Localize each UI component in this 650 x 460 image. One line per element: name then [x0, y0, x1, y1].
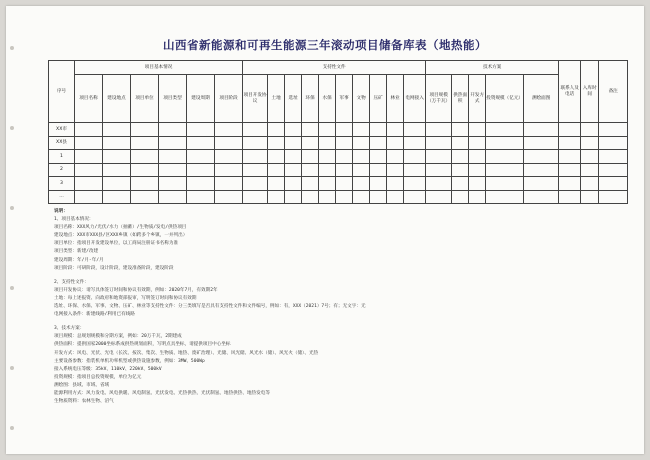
table-cell [243, 123, 268, 137]
table-cell [302, 136, 319, 150]
table-cell [524, 190, 559, 204]
header-group-support: 支持性文件 [243, 61, 426, 75]
table-cell [469, 177, 486, 191]
row-label: 2 [49, 163, 75, 177]
table-cell [581, 150, 599, 164]
note-line: 3、技术方案： [54, 326, 85, 332]
header-row-columns [49, 75, 628, 123]
table-cell [103, 163, 131, 177]
table-cell [336, 123, 353, 137]
table-cell [215, 177, 243, 191]
table-cell [131, 123, 159, 137]
header-group-tech: 技术方案 [426, 61, 559, 75]
note-line: 建设周期：年/月-年/月 [54, 257, 104, 263]
table-cell [268, 150, 285, 164]
header-support-col: 项目开发协议 [243, 75, 268, 123]
table-cell [336, 177, 353, 191]
table-cell [285, 163, 302, 177]
table-cell [581, 177, 599, 191]
header-support-col: 文物 [353, 75, 370, 123]
binding-holes [8, 6, 16, 454]
header-support-col: 环保 [302, 75, 319, 123]
table-row [49, 150, 628, 164]
row-label: XX县 [49, 136, 75, 150]
table-cell [524, 150, 559, 164]
table-row [49, 190, 628, 204]
table-cell [426, 177, 452, 191]
header-tech-col: 供热面积 [452, 75, 469, 123]
table-cell [599, 163, 628, 177]
table-cell [215, 136, 243, 150]
table-cell [159, 136, 187, 150]
table-cell [285, 123, 302, 137]
table-cell [559, 136, 581, 150]
table-cell [336, 190, 353, 204]
table-cell [215, 190, 243, 204]
table-cell [353, 150, 370, 164]
table-cell [319, 190, 336, 204]
table-cell [426, 123, 452, 137]
table-cell [426, 190, 452, 204]
table-cell [370, 150, 387, 164]
table-cell [581, 163, 599, 177]
row-label: … [49, 190, 75, 204]
header-basic-col: 项目类型 [159, 75, 187, 123]
table-cell [469, 163, 486, 177]
table-cell [559, 190, 581, 204]
table-cell [302, 163, 319, 177]
table-cell [285, 190, 302, 204]
table-cell [285, 150, 302, 164]
table-cell [387, 123, 404, 137]
table-cell [426, 136, 452, 150]
row-label: 3 [49, 177, 75, 191]
table-cell [103, 136, 131, 150]
table-cell [486, 123, 524, 137]
table-cell [302, 150, 319, 164]
table-row [49, 123, 628, 137]
table-cell [103, 123, 131, 137]
table-cell [243, 150, 268, 164]
table-cell [404, 123, 426, 137]
table-cell [243, 190, 268, 204]
table-cell [599, 136, 628, 150]
table-cell [187, 150, 215, 164]
table-cell [353, 123, 370, 137]
row-label: XX市 [49, 123, 75, 137]
table-cell [159, 150, 187, 164]
table-cell [336, 136, 353, 150]
table-cell [75, 177, 103, 191]
table-cell [559, 177, 581, 191]
table-cell [370, 190, 387, 204]
header-support-col: 电网接入 [404, 75, 426, 123]
table-cell [404, 190, 426, 204]
table-cell [319, 163, 336, 177]
table-cell [75, 190, 103, 204]
document-title: 山西省新能源和可再生能源三年滚动项目储备库表（地热能） [163, 38, 487, 52]
table-cell [302, 190, 319, 204]
table-cell [187, 163, 215, 177]
note-line: 投资规模：指项目总投资规模，单位为亿元 [54, 374, 142, 380]
table-cell [452, 136, 469, 150]
row-label: 1 [49, 150, 75, 164]
note-line: 接入系统电压等级：35kV、110kV、220kV、500kV [54, 366, 162, 372]
table-cell [243, 136, 268, 150]
note-line: 项目类型：新建/改建 [54, 249, 99, 255]
table-cell [559, 123, 581, 137]
table-cell [268, 177, 285, 191]
note-line: 土地：每上述报资、向政府和地资部报审，写明签订时间和协议有效期 [54, 295, 197, 301]
header-support-col: 土地 [268, 75, 285, 123]
table-cell [486, 163, 524, 177]
header-tech-col: 项目规模（万千瓦） [426, 75, 452, 123]
table-cell [486, 190, 524, 204]
table-cell [131, 136, 159, 150]
header-basic-col: 项目名称 [75, 75, 103, 123]
header-serial: 序号 [49, 61, 75, 123]
table-cell [599, 177, 628, 191]
table-cell [452, 190, 469, 204]
table-cell [370, 163, 387, 177]
table-cell [404, 150, 426, 164]
table-cell [268, 163, 285, 177]
table-cell [319, 123, 336, 137]
table-cell [559, 150, 581, 164]
header-support-col: 林业 [387, 75, 404, 123]
note-line: 开发方式：风电、光伏、光电（长次、按次、集次、生物质、地热、废矿治理）、光储、风光储、风光水（储）、风光火（储）、光热 [54, 350, 319, 356]
table-cell [452, 177, 469, 191]
table-cell [486, 177, 524, 191]
table-cell [452, 163, 469, 177]
table-cell [353, 177, 370, 191]
table-cell [426, 150, 452, 164]
table-cell [243, 163, 268, 177]
header-remark: 备注 [599, 61, 628, 123]
table-cell [524, 123, 559, 137]
table-cell [599, 123, 628, 137]
note-line: 项目阶段：可研阶段，设计阶段，建设准备阶段，建设阶段 [54, 265, 174, 271]
table-cell [469, 190, 486, 204]
table-cell [159, 190, 187, 204]
table-cell [75, 123, 103, 137]
note-line: 项目开发协议：请写具体签订时间和协议有效期，例如：2020年7月，有效期2年 [54, 287, 218, 293]
table-cell [131, 190, 159, 204]
header-support-col: 水保 [319, 75, 336, 123]
table-cell [187, 190, 215, 204]
header-tech-col: 测绘面图 [524, 75, 559, 123]
table-cell [187, 136, 215, 150]
table-cell [215, 150, 243, 164]
header-basic-col: 项目阶段 [215, 75, 243, 123]
table-cell [387, 177, 404, 191]
header-support-col: 军事 [336, 75, 353, 123]
note-line: 供热面积：提供国家2000坐标系成供热规划面积，写明点具坐标，请提供项目中心坐标 [54, 342, 231, 348]
header-support-col: 压矿 [370, 75, 387, 123]
table-cell [131, 150, 159, 164]
header-time: 入库时间 [581, 61, 599, 123]
table-cell [353, 163, 370, 177]
note-line: 选址、环保、水保、军事、文物、压矿、林业等支持性文件：分三类填写是否具有支持性文件和文件编号，例如：有，XXX（2021）7号；有；无文字：无 [54, 304, 366, 310]
table-cell [187, 123, 215, 137]
table-cell [524, 136, 559, 150]
table-cell [387, 136, 404, 150]
table-cell [581, 190, 599, 204]
table-cell [581, 123, 599, 137]
table-cell [452, 150, 469, 164]
table-cell [599, 190, 628, 204]
table-cell [75, 136, 103, 150]
table-cell [404, 163, 426, 177]
table-cell [469, 136, 486, 150]
note-line: 测绘图：县域、市域、省域 [54, 382, 110, 388]
table-cell [302, 177, 319, 191]
note-line: 主要设备参数：指装机单机功率机型或供热设施参数，例如：3MW、500Wp [54, 358, 205, 364]
table-cell [159, 177, 187, 191]
table-cell [268, 190, 285, 204]
table-cell [187, 177, 215, 191]
note-line: 能源利用方式：风力发电、风电供暖、风电制氢、光伏发电、光热供热、光伏制氢、地热供热、地热发电等 [54, 390, 270, 396]
table-row [49, 136, 628, 150]
table-cell [319, 136, 336, 150]
note-line: 项目规模：总规划规模和分期方案，例如：20万千瓦，2期建成 [54, 334, 182, 340]
table-cell [268, 123, 285, 137]
table-cell [319, 177, 336, 191]
table-cell [159, 163, 187, 177]
table-cell [215, 123, 243, 137]
table-cell [404, 136, 426, 150]
table-cell [103, 150, 131, 164]
header-basic-col: 项目单位 [131, 75, 159, 123]
table-cell [387, 163, 404, 177]
table-cell [75, 150, 103, 164]
table-cell [599, 150, 628, 164]
table-cell [581, 136, 599, 150]
header-basic-col: 建设周期 [187, 75, 215, 123]
table-cell [404, 177, 426, 191]
table-cell [524, 177, 559, 191]
table-cell [370, 177, 387, 191]
project-table [48, 60, 628, 204]
header-basic-col: 建设地点 [103, 75, 131, 123]
table-row [49, 163, 628, 177]
table-cell [103, 190, 131, 204]
notes-section [54, 208, 614, 405]
note-line: 电网接入条件：新建线路/利用已有线路 [54, 312, 135, 318]
note-line: 2、支持性文件： [54, 279, 89, 285]
table-cell [486, 150, 524, 164]
table-cell [353, 190, 370, 204]
table-cell [159, 123, 187, 137]
table-cell [353, 136, 370, 150]
header-contact: 联系人及电话 [559, 61, 581, 123]
header-row-groups [49, 61, 628, 75]
table-cell [387, 150, 404, 164]
table-cell [103, 177, 131, 191]
table-cell [131, 163, 159, 177]
note-line: 项目名称：XXX风力/光伏/水力（抽蓄）/生物质/发电/供热项目 [54, 225, 187, 231]
table-cell [75, 163, 103, 177]
table-cell [469, 150, 486, 164]
table-cell [370, 123, 387, 137]
table-cell [370, 136, 387, 150]
table-cell [452, 123, 469, 137]
table-cell [469, 123, 486, 137]
header-tech-col: 开发方式 [469, 75, 486, 123]
note-line: 建设地点：XXX市XXX县/区XXX乡镇（如跨多个乡镇，一并列出） [54, 233, 188, 239]
table-cell [131, 177, 159, 191]
table-cell [319, 150, 336, 164]
note-line: 1、项目基本情况： [54, 217, 94, 223]
header-group-basic: 项目基本情况 [75, 61, 243, 75]
table-cell [524, 163, 559, 177]
header-support-col: 选址 [285, 75, 302, 123]
table-cell [387, 190, 404, 204]
table-cell [285, 177, 302, 191]
table-cell [215, 163, 243, 177]
table-cell [302, 123, 319, 137]
table-cell [336, 150, 353, 164]
table-cell [285, 136, 302, 150]
table-cell [336, 163, 353, 177]
table-cell [268, 136, 285, 150]
table-row [49, 177, 628, 191]
table-cell [559, 163, 581, 177]
table-cell [243, 177, 268, 191]
note-line: 生物质资料：农林生物、沼气 [54, 399, 114, 405]
notes-heading: 说明： [54, 209, 68, 214]
table-cell [426, 163, 452, 177]
note-line: 项目单位：指项目开发建设单位，以工商局注册证书名称为准 [54, 241, 179, 247]
table-cell [486, 136, 524, 150]
header-tech-col: 投资规模（亿元） [486, 75, 524, 123]
